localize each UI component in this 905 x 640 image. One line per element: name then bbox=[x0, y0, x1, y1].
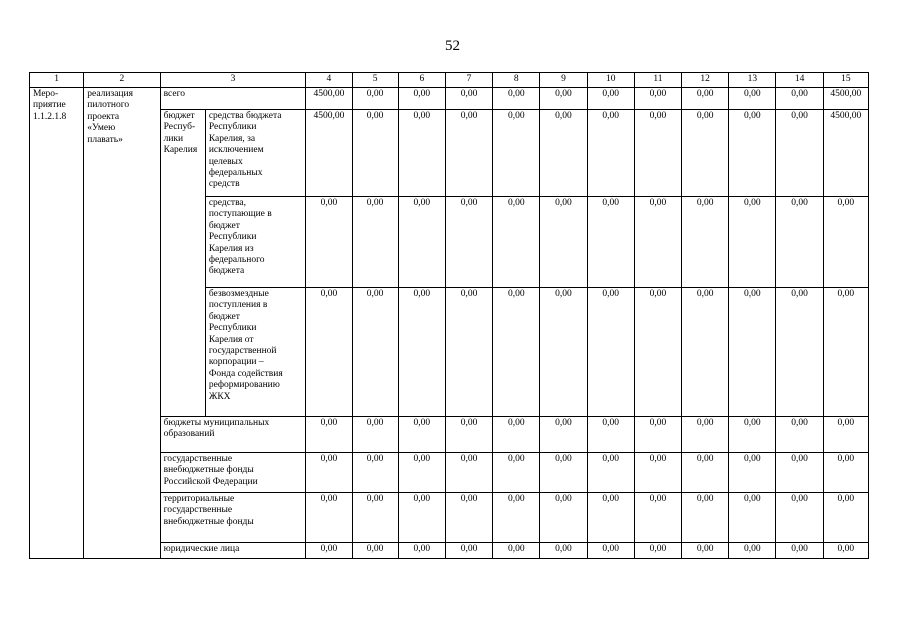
value-cell: 0,00 bbox=[776, 110, 823, 197]
header-cell: 9 bbox=[540, 73, 587, 88]
value-cell: 0,00 bbox=[398, 453, 445, 493]
value-cell: 0,00 bbox=[352, 453, 398, 493]
value-cell: 0,00 bbox=[682, 543, 729, 559]
value-cell: 0,00 bbox=[352, 543, 398, 559]
value-cell: 0,00 bbox=[729, 543, 776, 559]
value-cell: 0,00 bbox=[398, 197, 445, 288]
value-cell: 0,00 bbox=[682, 288, 729, 417]
value-cell: 0,00 bbox=[682, 417, 729, 453]
value-cell: 0,00 bbox=[306, 493, 352, 543]
value-cell: 0,00 bbox=[682, 110, 729, 197]
value-cell: 4500,00 bbox=[306, 110, 352, 197]
value-cell: 0,00 bbox=[445, 88, 492, 110]
value-cell: 0,00 bbox=[540, 543, 587, 559]
value-cell: 0,00 bbox=[493, 197, 540, 288]
value-cell: 0,00 bbox=[587, 288, 634, 417]
value-cell: 0,00 bbox=[352, 288, 398, 417]
value-cell: 0,00 bbox=[634, 543, 681, 559]
value-cell: 0,00 bbox=[445, 197, 492, 288]
value-cell: 0,00 bbox=[398, 88, 445, 110]
row-label: государственные внебюджетные фонды Российской Федерации bbox=[160, 453, 306, 493]
value-cell: 0,00 bbox=[398, 288, 445, 417]
page-number: 52 bbox=[445, 38, 460, 54]
value-cell: 0,00 bbox=[540, 110, 587, 197]
value-cell: 0,00 bbox=[823, 288, 868, 417]
row-label: средства бюджета Республики Карелия, за исключением целевых федеральных средств bbox=[205, 110, 305, 197]
value-cell: 4500,00 bbox=[823, 110, 868, 197]
value-cell: 0,00 bbox=[776, 88, 823, 110]
value-cell: 0,00 bbox=[776, 417, 823, 453]
value-cell: 0,00 bbox=[823, 453, 868, 493]
value-cell: 0,00 bbox=[306, 417, 352, 453]
value-cell: 0,00 bbox=[729, 110, 776, 197]
event-name: реализация пилотного проекта «Умею плавать» bbox=[84, 88, 160, 559]
budget-group-label: бюджет Респуб- лики Карелия bbox=[160, 110, 205, 417]
value-cell: 0,00 bbox=[729, 88, 776, 110]
value-cell: 0,00 bbox=[587, 417, 634, 453]
header-cell: 15 bbox=[823, 73, 868, 88]
row-label: бюджеты муниципальных образований bbox=[160, 417, 306, 453]
value-cell: 0,00 bbox=[352, 493, 398, 543]
value-cell: 0,00 bbox=[306, 453, 352, 493]
table-row bbox=[30, 88, 869, 110]
value-cell: 0,00 bbox=[306, 197, 352, 288]
value-cell: 0,00 bbox=[776, 288, 823, 417]
value-cell: 0,00 bbox=[540, 288, 587, 417]
header-cell: 11 bbox=[634, 73, 681, 88]
value-cell: 0,00 bbox=[634, 453, 681, 493]
value-cell: 0,00 bbox=[776, 493, 823, 543]
value-cell: 0,00 bbox=[587, 197, 634, 288]
row-label: юридические лица bbox=[160, 543, 306, 559]
header-cell: 13 bbox=[729, 73, 776, 88]
header-cell: 3 bbox=[160, 73, 306, 88]
value-cell: 0,00 bbox=[634, 197, 681, 288]
value-cell: 0,00 bbox=[398, 110, 445, 197]
value-cell: 0,00 bbox=[634, 493, 681, 543]
value-cell: 0,00 bbox=[540, 453, 587, 493]
value-cell: 0,00 bbox=[587, 453, 634, 493]
header-cell: 14 bbox=[776, 73, 823, 88]
value-cell: 0,00 bbox=[398, 543, 445, 559]
value-cell: 0,00 bbox=[776, 453, 823, 493]
value-cell: 0,00 bbox=[445, 453, 492, 493]
value-cell: 0,00 bbox=[634, 417, 681, 453]
header-cell: 4 bbox=[306, 73, 352, 88]
value-cell: 0,00 bbox=[540, 88, 587, 110]
value-cell: 0,00 bbox=[493, 493, 540, 543]
value-cell: 0,00 bbox=[445, 417, 492, 453]
value-cell: 0,00 bbox=[729, 493, 776, 543]
value-cell: 0,00 bbox=[729, 453, 776, 493]
value-cell: 0,00 bbox=[352, 110, 398, 197]
value-cell: 0,00 bbox=[587, 493, 634, 543]
value-cell: 0,00 bbox=[823, 493, 868, 543]
value-cell: 0,00 bbox=[493, 543, 540, 559]
value-cell: 0,00 bbox=[729, 417, 776, 453]
value-cell: 0,00 bbox=[776, 197, 823, 288]
value-cell: 0,00 bbox=[493, 417, 540, 453]
value-cell: 0,00 bbox=[682, 493, 729, 543]
value-cell: 0,00 bbox=[306, 543, 352, 559]
row-label: всего bbox=[160, 88, 306, 110]
value-cell: 0,00 bbox=[445, 543, 492, 559]
value-cell: 0,00 bbox=[493, 88, 540, 110]
value-cell: 0,00 bbox=[493, 110, 540, 197]
header-cell: 1 bbox=[30, 73, 84, 88]
value-cell: 0,00 bbox=[776, 543, 823, 559]
value-cell: 4500,00 bbox=[823, 88, 868, 110]
value-cell: 0,00 bbox=[587, 110, 634, 197]
value-cell: 0,00 bbox=[352, 417, 398, 453]
value-cell: 0,00 bbox=[634, 288, 681, 417]
header-cell: 6 bbox=[398, 73, 445, 88]
value-cell: 0,00 bbox=[682, 453, 729, 493]
value-cell: 0,00 bbox=[634, 110, 681, 197]
header-cell: 8 bbox=[493, 73, 540, 88]
header-cell: 2 bbox=[84, 73, 160, 88]
value-cell: 0,00 bbox=[682, 197, 729, 288]
event-code: Меро- приятие 1.1.2.1.8 bbox=[30, 88, 84, 559]
header-cell: 7 bbox=[445, 73, 492, 88]
value-cell: 4500,00 bbox=[306, 88, 352, 110]
column-number-row bbox=[30, 73, 869, 88]
value-cell: 0,00 bbox=[540, 493, 587, 543]
value-cell: 0,00 bbox=[682, 88, 729, 110]
value-cell: 0,00 bbox=[634, 88, 681, 110]
value-cell: 0,00 bbox=[823, 197, 868, 288]
value-cell: 0,00 bbox=[493, 288, 540, 417]
value-cell: 0,00 bbox=[587, 88, 634, 110]
value-cell: 0,00 bbox=[493, 453, 540, 493]
value-cell: 0,00 bbox=[445, 110, 492, 197]
value-cell: 0,00 bbox=[729, 197, 776, 288]
value-cell: 0,00 bbox=[729, 288, 776, 417]
value-cell: 0,00 bbox=[823, 417, 868, 453]
value-cell: 0,00 bbox=[398, 493, 445, 543]
header-cell: 10 bbox=[587, 73, 634, 88]
value-cell: 0,00 bbox=[352, 197, 398, 288]
value-cell: 0,00 bbox=[445, 493, 492, 543]
value-cell: 0,00 bbox=[587, 543, 634, 559]
row-label: территориальные государственные внебюджетные фонды bbox=[160, 493, 306, 543]
value-cell: 0,00 bbox=[445, 288, 492, 417]
value-cell: 0,00 bbox=[306, 288, 352, 417]
row-label: безвозмездные поступления в бюджет Республики Карелия от государственной корпорации – Фонда содействия реформированию ЖКХ bbox=[205, 288, 305, 417]
funding-table bbox=[29, 72, 869, 559]
value-cell: 0,00 bbox=[540, 417, 587, 453]
row-label: средства, поступающие в бюджет Республики Карелия из федерального бюджета bbox=[205, 197, 305, 288]
header-cell: 12 bbox=[682, 73, 729, 88]
value-cell: 0,00 bbox=[398, 417, 445, 453]
header-cell: 5 bbox=[352, 73, 398, 88]
value-cell: 0,00 bbox=[823, 543, 868, 559]
value-cell: 0,00 bbox=[540, 197, 587, 288]
value-cell: 0,00 bbox=[352, 88, 398, 110]
